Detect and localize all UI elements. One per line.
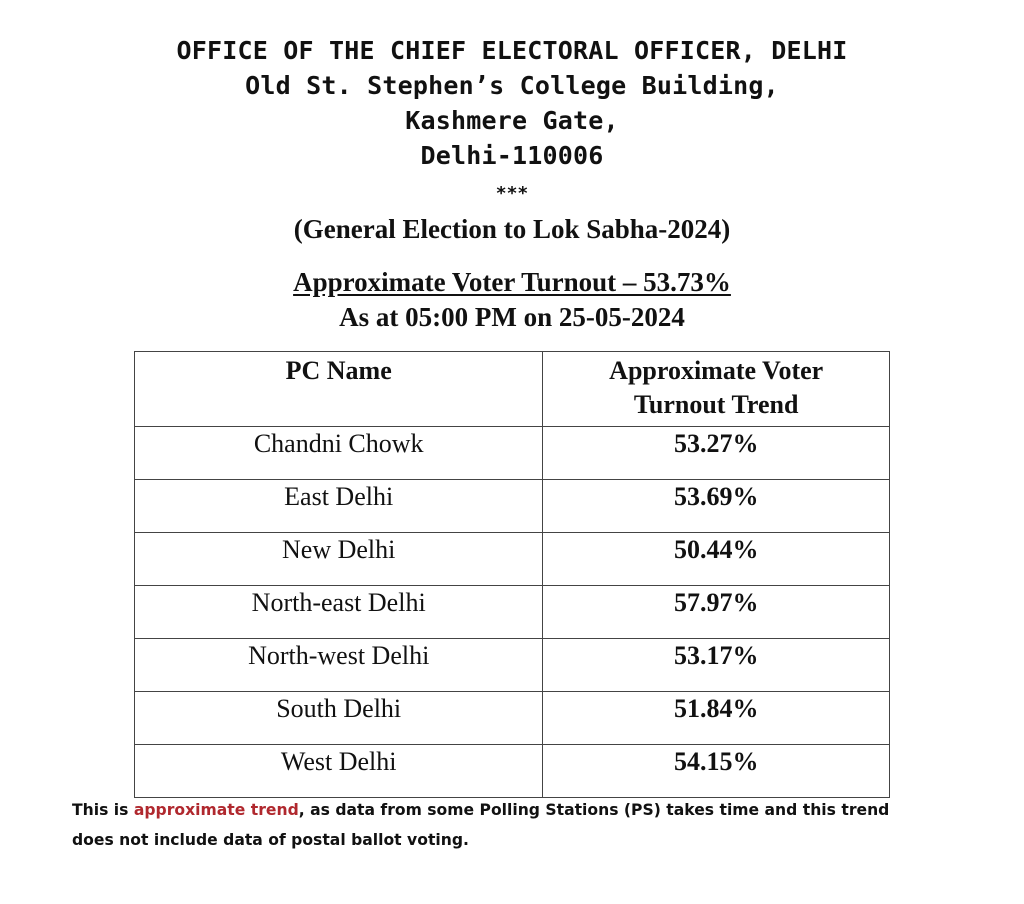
pc-name-cell: West Delhi — [135, 745, 543, 798]
footnote-line1-rest: , as data from some Polling Stations (PS) takes time and this trend — [298, 801, 890, 819]
turnout-headline-text: Approximate Voter Turnout – 53.73% — [293, 267, 731, 297]
turnout-value-cell: 51.84% — [543, 692, 890, 745]
table-row — [135, 533, 890, 586]
office-title: OFFICE OF THE CHIEF ELECTORAL OFFICER, DELHI — [176, 36, 848, 65]
footnote-prefix: This is — [72, 801, 134, 819]
pc-name-cell: North-east Delhi — [135, 586, 543, 639]
table-row — [135, 427, 890, 480]
table-header-row — [135, 352, 890, 427]
address-line-1: Old St. Stephen’s College Building, — [245, 71, 779, 100]
turnout-value-cell: 53.69% — [543, 480, 890, 533]
turnout-value-cell: 54.15% — [543, 745, 890, 798]
election-title: (General Election to Lok Sabha-2024) — [293, 214, 731, 244]
table-row — [135, 745, 890, 798]
pc-name-cell: Chandni Chowk — [135, 427, 543, 480]
turnout-headline — [0, 267, 1024, 298]
turnout-value-cell: 53.17% — [543, 639, 890, 692]
turnout-value-cell: 50.44% — [543, 533, 890, 586]
table-row — [135, 586, 890, 639]
column-header-pc-name: PC Name — [135, 352, 543, 427]
pc-name-cell: East Delhi — [135, 480, 543, 533]
column-header-turnout — [543, 352, 890, 427]
address-line-2: Kashmere Gate, — [405, 106, 619, 135]
as-at-timestamp: As at 05:00 PM on 25-05-2024 — [339, 302, 685, 332]
column-header-turnout-line1: Approximate Voter — [609, 356, 824, 385]
table-row — [135, 639, 890, 692]
turnout-value-cell: 57.97% — [543, 586, 890, 639]
turnout-value-cell: 53.27% — [543, 427, 890, 480]
footnote — [72, 795, 972, 855]
pc-name-cell: South Delhi — [135, 692, 543, 745]
table-row — [135, 480, 890, 533]
column-header-turnout-line2: Turnout Trend — [633, 390, 799, 419]
table-row — [135, 692, 890, 745]
footnote-line2: does not include data of postal ballot voting. — [72, 831, 469, 849]
separator-stars: *** — [495, 183, 529, 204]
pc-name-cell: North-west Delhi — [135, 639, 543, 692]
turnout-table — [134, 351, 890, 798]
address-line-3: Delhi-110006 — [420, 141, 604, 170]
pc-name-cell: New Delhi — [135, 533, 543, 586]
footnote-highlight: approximate trend — [133, 801, 299, 819]
